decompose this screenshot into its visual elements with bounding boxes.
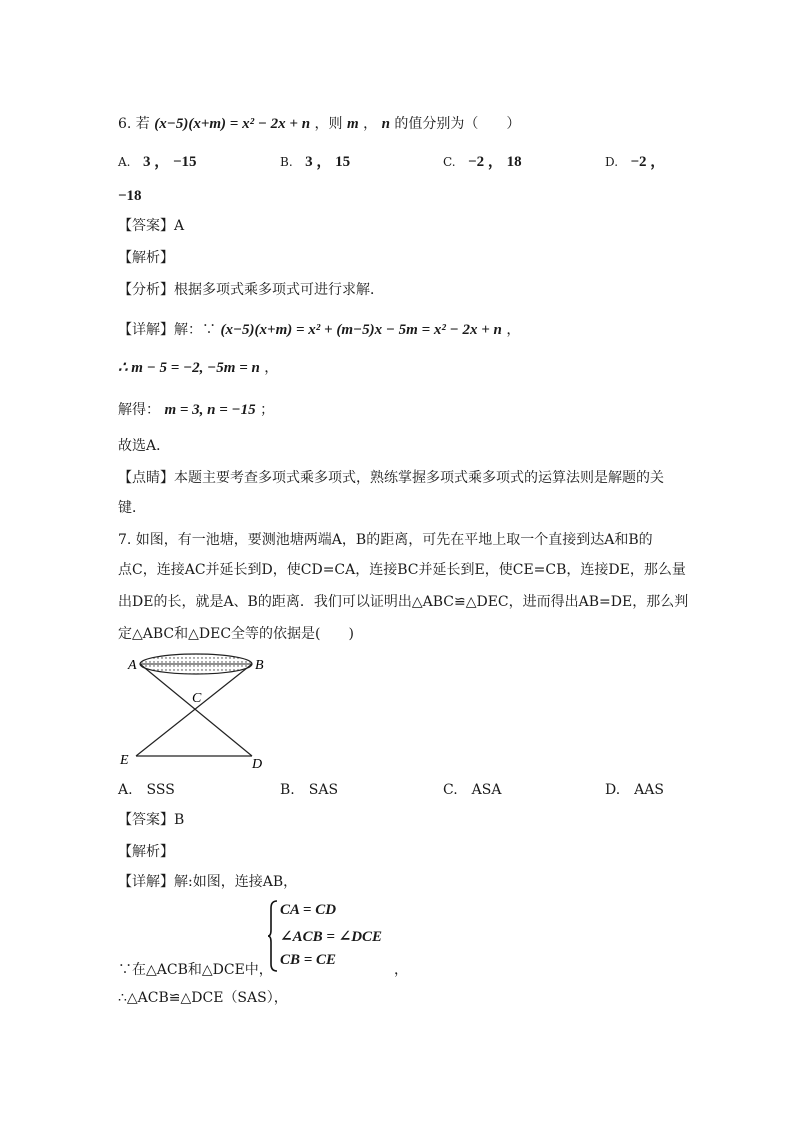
- pond-figure: [116, 652, 276, 772]
- q6-therefore-end: ，: [264, 360, 279, 376]
- q7-stem-line3: 出DE的长，就是A、B的距离．我们可以证明出△ABC≌△DEC，进而得出AB=DE，那么判: [118, 594, 689, 610]
- q7-option-a: [118, 780, 175, 800]
- q6-detail: [118, 320, 520, 340]
- q7-conclusion: ∴△ACB≌△DCE（SAS），: [118, 990, 288, 1006]
- q6-var-n: n: [381, 116, 390, 132]
- q7-option-b: [280, 780, 338, 800]
- q6-option-c: [443, 152, 522, 172]
- system-eq-1: CA = CD: [280, 902, 337, 918]
- q6-equation: (x−5)(x+m) = x² − 2x + n: [154, 116, 311, 132]
- q7-option-c: [443, 780, 501, 800]
- q6-solve-end: ；: [260, 402, 275, 418]
- q6-dianjing-line2: 键．: [118, 500, 146, 516]
- q6-var-m: m: [346, 116, 359, 132]
- q6-solve: [118, 400, 274, 420]
- label-c: C: [192, 691, 202, 706]
- system-eq-2: ∠ACB = ∠DCE: [280, 929, 383, 945]
- q6-stem: [118, 114, 520, 134]
- q6-tail: 的值分别为（ ）: [394, 116, 521, 132]
- q7-detail: 【详解】解:如图，连接AB，: [118, 874, 298, 890]
- q7-option-a-text: A. SSS: [118, 782, 175, 798]
- q6-therefore: [118, 358, 278, 378]
- q6-option-d-value: −2 ，: [630, 154, 666, 170]
- q7-in-end: ，: [394, 962, 408, 978]
- q7-in-text: ∵在△ACB和△DCE中，: [118, 962, 273, 978]
- q6-option-d-continued: −18: [118, 188, 142, 204]
- q7-analysis-heading: 【解析】: [118, 844, 174, 860]
- label-e: E: [120, 753, 129, 768]
- q6-option-a: [118, 152, 197, 172]
- q6-option-c-label: C.: [443, 155, 456, 169]
- q7-answer: 【答案】B: [118, 812, 185, 828]
- label-a: A: [128, 658, 137, 673]
- q7-option-c-text: C. ASA: [443, 782, 502, 798]
- q6-option-c-value: −2 ， 18: [468, 154, 522, 170]
- q7-option-d: [605, 780, 664, 800]
- label-b: B: [255, 658, 264, 673]
- q6-detail-prefix: 【详解】解：∵: [118, 322, 216, 338]
- q6-option-a-label: A.: [118, 155, 131, 169]
- q6-option-b-value: 3 ， 15: [305, 154, 351, 170]
- label-d: D: [252, 757, 263, 772]
- system-eq-3: CB = CE: [280, 952, 337, 968]
- q7-stem-line1: 7. 如图，有一池塘，要测池塘两端A，B的距离，可先在平地上取一个直接到达A和B的: [118, 532, 653, 548]
- q6-option-b-label: B.: [280, 155, 293, 169]
- q6-dianjing-line1: 【点睛】本题主要考查多项式乘多项式，熟练掌握多项式乘多项式的运算法则是解题的关: [118, 470, 664, 486]
- q6-detail-end: ，: [506, 322, 521, 338]
- q7-stem-line4: 定△ABC和△DEC全等的依据是( ): [118, 626, 354, 642]
- q6-then: ，则: [314, 116, 343, 132]
- q6-solve-prefix: 解得：: [118, 402, 160, 418]
- q6-solve-equation: m = 3, n = −15: [164, 402, 256, 418]
- q6-fenxi: 【分析】根据多项式乘多项式可进行求解．: [118, 282, 384, 298]
- q6-detail-equation: (x−5)(x+m) = x² + (m−5)x − 5m = x² − 2x + n: [220, 322, 502, 338]
- q6-choose: 故选A．: [118, 438, 171, 454]
- q6-answer: 【答案】A: [118, 218, 185, 234]
- q7-option-d-text: D. AAS: [605, 782, 664, 798]
- q6-comma: ，: [363, 116, 378, 132]
- q6-therefore-equation: ∴ m − 5 = −2, −5m = n: [118, 360, 260, 376]
- q6-option-d-label: D.: [605, 155, 619, 169]
- q6-option-b: [280, 152, 350, 172]
- q6-number: 6. 若: [118, 116, 150, 132]
- q6-analysis-heading: 【解析】: [118, 250, 174, 266]
- q6-option-d: [605, 152, 665, 172]
- q7-stem-line2: 点C，连接AC并延长到D，使CD=CA，连接BC并延长到E，使CE=CB，连接DE，那么量: [118, 562, 686, 578]
- q6-option-a-value: 3 ， −15: [142, 154, 197, 170]
- q7-option-b-text: B. SAS: [280, 782, 339, 798]
